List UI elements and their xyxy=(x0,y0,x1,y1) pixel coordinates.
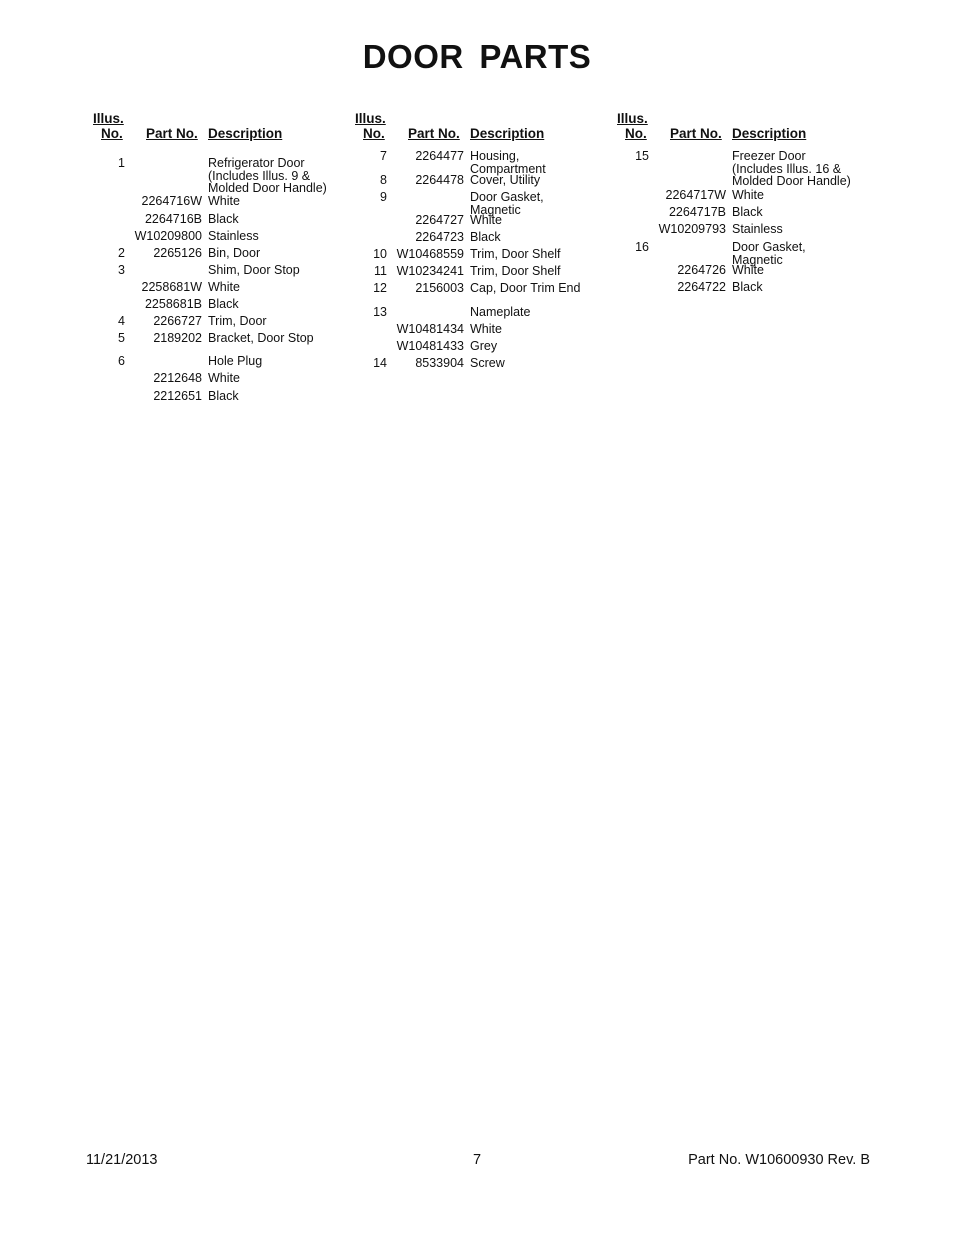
part-no-header: Part No. xyxy=(408,126,460,141)
illus-number: 11 xyxy=(374,264,387,278)
part-number: 2258681W xyxy=(141,280,202,294)
part-number: W10481433 xyxy=(396,339,464,353)
part-number: 2212648 xyxy=(153,371,202,385)
part-number: 2264717B xyxy=(668,205,726,219)
illus-header-bottom: No. xyxy=(363,126,385,141)
illus-number: 14 xyxy=(373,356,387,370)
part-description: Bracket, Door Stop xyxy=(208,331,314,345)
part-description: Black xyxy=(732,280,763,294)
part-description: Cap, Door Trim End xyxy=(470,281,581,295)
part-description: Door Gasket, Magnetic xyxy=(470,190,544,217)
part-description: Trim, Door xyxy=(208,314,267,328)
part-description: White xyxy=(732,263,764,277)
part-description: Grey xyxy=(470,339,498,353)
part-number: 2264716B xyxy=(144,212,202,226)
part-description: White xyxy=(208,194,240,208)
part-description: White xyxy=(208,371,240,385)
footer-date: 11/21/2013 xyxy=(86,1152,158,1168)
part-description: Black xyxy=(208,212,239,226)
part-number: 2265126 xyxy=(153,246,202,260)
part-no-header: Part No. xyxy=(670,126,722,141)
illus-number: 15 xyxy=(635,149,649,163)
part-description: Nameplate xyxy=(470,305,531,319)
part-description: White xyxy=(470,322,502,336)
illus-number: 2 xyxy=(118,246,125,260)
part-description: Screw xyxy=(470,356,505,370)
part-number: 2258681B xyxy=(144,297,202,311)
part-description: Black xyxy=(208,297,239,311)
part-number: W10234241 xyxy=(396,264,464,278)
footer-page-number: 7 xyxy=(473,1152,482,1168)
part-description: White xyxy=(208,280,240,294)
illus-number: 6 xyxy=(118,354,125,368)
illus-number: 5 xyxy=(118,331,125,345)
part-number: 2266727 xyxy=(153,314,202,328)
description-header: Description xyxy=(732,126,807,141)
illus-number: 8 xyxy=(380,173,387,187)
part-description: Refrigerator Door (Includes Illus. 9 & Molded Door Handle) xyxy=(208,156,327,195)
illus-header-bottom: No. xyxy=(101,126,123,141)
description-header: Description xyxy=(208,126,283,141)
part-description: Freezer Door (Includes Illus. 16 & Molded Door Handle) xyxy=(732,149,851,188)
part-number: 2264478 xyxy=(415,173,464,187)
illus-number: 7 xyxy=(380,149,387,163)
page-title: DOOR PARTS xyxy=(362,38,592,75)
part-number: 2264722 xyxy=(677,280,726,294)
illus-header-top: Illus. xyxy=(617,111,648,126)
illus-number: 9 xyxy=(380,190,387,204)
illus-header-bottom: No. xyxy=(625,126,647,141)
part-description: Trim, Door Shelf xyxy=(470,264,561,278)
illus-number: 3 xyxy=(118,263,125,277)
part-description: Trim, Door Shelf xyxy=(470,247,561,261)
part-description: Cover, Utility xyxy=(470,173,541,187)
part-description: Black xyxy=(732,205,763,219)
part-description: Door Gasket, Magnetic xyxy=(732,240,806,267)
description-header: Description xyxy=(470,126,545,141)
part-description: Hole Plug xyxy=(208,354,263,368)
part-number: 2264716W xyxy=(141,194,202,208)
part-number: 2264723 xyxy=(415,230,464,244)
part-number: 8533904 xyxy=(415,356,464,370)
illus-number: 12 xyxy=(373,281,387,295)
part-number: W10209793 xyxy=(658,222,726,236)
illus-number: 13 xyxy=(373,305,387,319)
illus-header-top: Illus. xyxy=(93,111,124,126)
part-number: W10468559 xyxy=(396,247,464,261)
part-number: 2189202 xyxy=(153,331,202,345)
part-no-header: Part No. xyxy=(146,126,198,141)
part-number: 2156003 xyxy=(415,281,464,295)
illus-number: 10 xyxy=(373,247,387,261)
footer-part-number: Part No. W10600930 Rev. B xyxy=(688,1152,870,1168)
part-number: 2264726 xyxy=(677,263,726,277)
part-number: W10481434 xyxy=(396,322,464,336)
part-description: Shim, Door Stop xyxy=(208,263,300,277)
part-description: Black xyxy=(208,389,239,403)
part-description: Housing, Compartment xyxy=(470,149,546,176)
part-description: Stainless xyxy=(732,222,783,236)
part-description: Bin, Door xyxy=(208,246,261,260)
illus-number: 16 xyxy=(635,240,649,254)
illus-number: 1 xyxy=(118,156,125,170)
part-description: Stainless xyxy=(208,229,259,243)
part-description: White xyxy=(470,213,502,227)
illus-header-top: Illus. xyxy=(355,111,386,126)
illus-number: 4 xyxy=(118,314,125,328)
part-number: 2264477 xyxy=(415,149,464,163)
part-number: 2212651 xyxy=(153,389,202,403)
part-number: 2264727 xyxy=(415,213,464,227)
part-number: W10209800 xyxy=(134,229,202,243)
part-number: 2264717W xyxy=(665,188,726,202)
part-description: Black xyxy=(470,230,501,244)
part-description: White xyxy=(732,188,764,202)
